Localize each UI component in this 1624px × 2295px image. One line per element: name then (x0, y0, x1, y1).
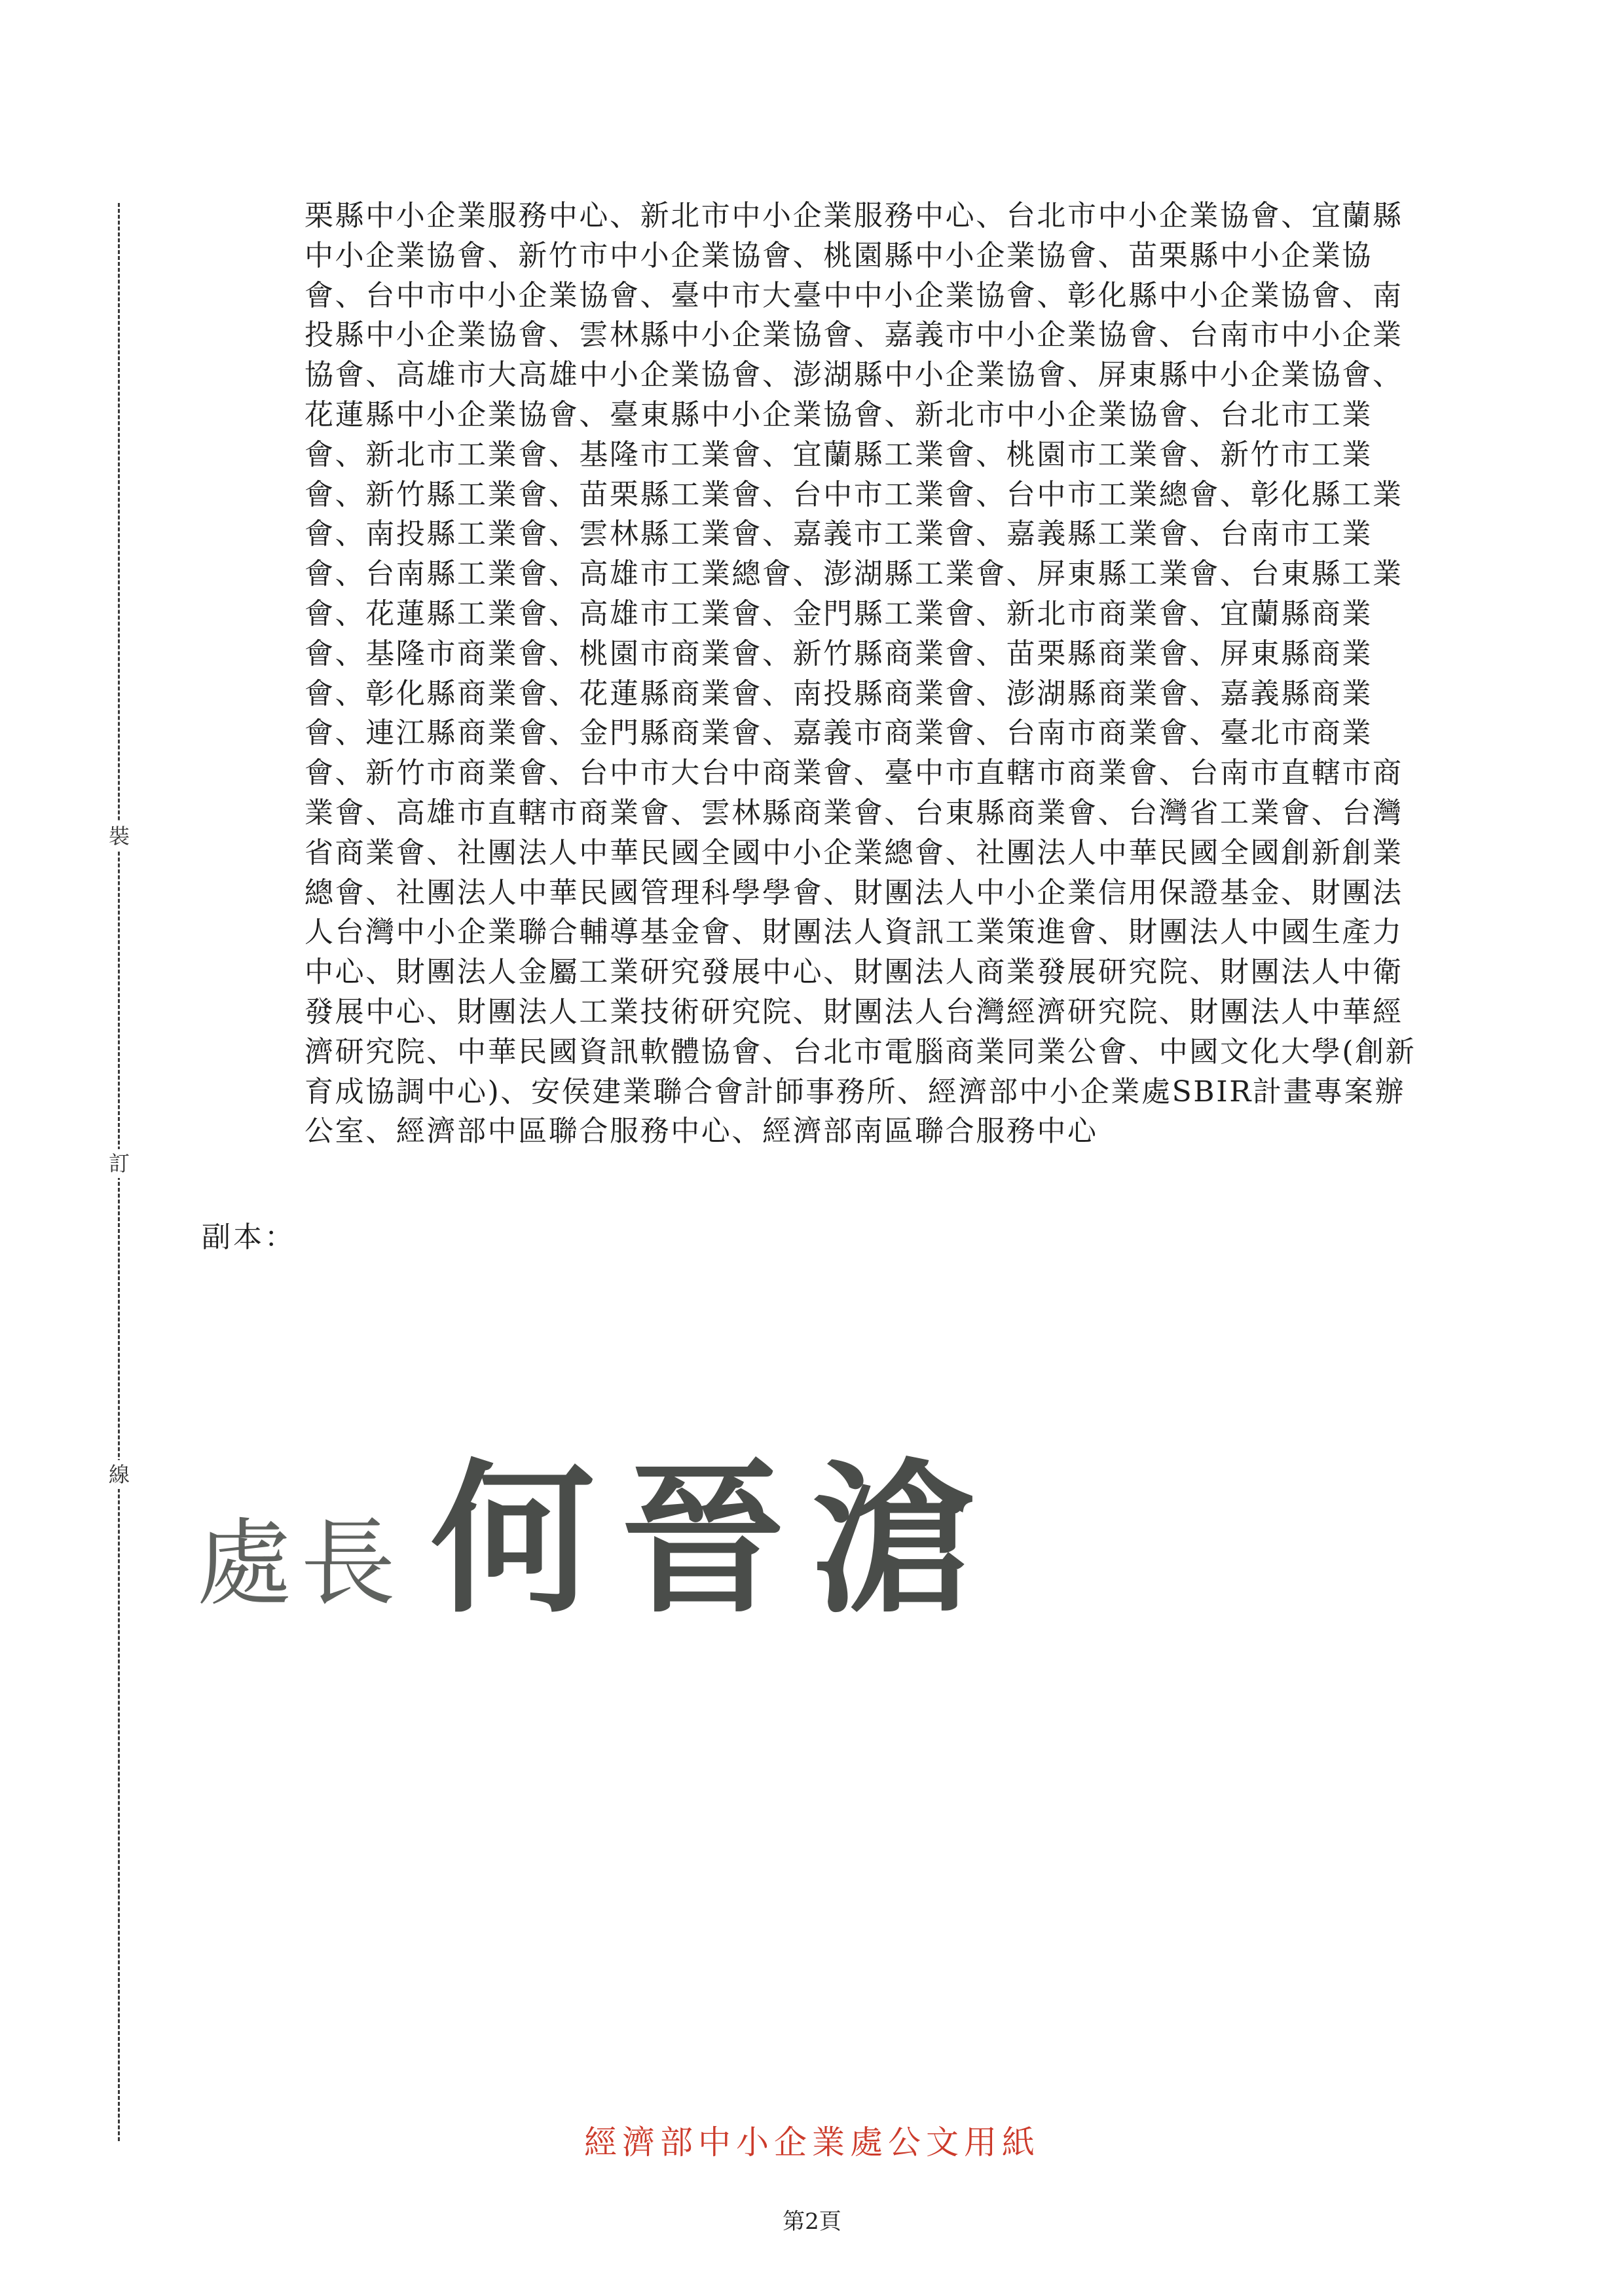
binding-mark-zhuang: 裝 (105, 822, 134, 851)
page-number: 第2頁 (783, 2209, 841, 2235)
signature-name: 何晉滄 (431, 1442, 1001, 1635)
cc-label: 副本： (202, 1221, 296, 1254)
recipients-list: 栗縣中小企業服務中心、新北市中小企業服務中心、台北市中小企業協會、宜蘭縣中小企業協會、新竹市中小企業協會、桃園縣中小企業協會、苗栗縣中小企業協會、台中市中小企業協會、臺中市大臺中中小企業協會、彰化縣中小企業協會、南投縣中小企業協會、雲林縣中小企業協會、嘉義市中小企業協會、台南市中小企業協會、高雄市大高雄中小企業協會、澎湖縣中小企業協會、屏東縣中小企業協會、花蓮縣中小企業協會、臺東縣中小企業協會、新北市中小企業協會、台北市工業會、新北市工業會、基隆市工業會、宜蘭縣工業會、桃園市工業會、新竹市工業會、新竹縣工業會、苗栗縣工業會、台中市工業會、台中市工業總會、彰化縣工業會、南投縣工業會、雲林縣工業會、嘉義市工業會、嘉義縣工業會、台南市工業會、台南縣工業會、高雄市工業總會、澎湖縣工業會、屏東縣工業會、台東縣工業會、花蓮縣工業會、高雄市工業會、金門縣工業會、新北市商業會、宜蘭縣商業會、基隆市商業會、桃園市商業會、新竹縣商業會、苗栗縣商業會、屏東縣商業會、彰化縣商業會、花蓮縣商業會、南投縣商業會、澎湖縣商業會、嘉義縣商業會、連江縣商業會、金門縣商業會、嘉義市商業會、台南市商業會、臺北市商業會、新竹市商業會、台中市大台中商業會、臺中市直轄市商業會、台南市直轄市商業會、高雄市直轄市商業會、雲林縣商業會、台東縣商業會、台灣省工業會、台灣省商業會、社團法人中華民國全國中小企業總會、社團法人中華民國全國創新創業總會、社團法人中華民國管理科學學會、財團法人中小企業信用保證基金、財團法人台灣中小企業聯合輔導基金會、財團法人資訊工業策進會、財團法人中國生產力中心、財團法人金屬工業研究發展中心、財團法人商業發展研究院、財團法人中衛發展中心、財團法人工業技術研究院、財團法人台灣經濟研究院、財團法人中華經濟研究院、中華民國資訊軟體協會、台北市電腦商業同業公會、中國文化大學(創新育成協調中心)、安侯建業聯合會計師事務所、經濟部中小企業處SBIR計畫專案辦公室、經濟部中區聯合服務中心、經濟部南區聯合服務中心 (304, 199, 1416, 1148)
signature-title: 處長 (196, 1509, 405, 1619)
binding-mark-xian: 線 (105, 1460, 134, 1489)
official-signature-seal (196, 1408, 1001, 1643)
letterhead-footer: 經濟部中小企業處公文用紙 (584, 2123, 1040, 2161)
binding-mark-ding: 訂 (105, 1149, 134, 1178)
